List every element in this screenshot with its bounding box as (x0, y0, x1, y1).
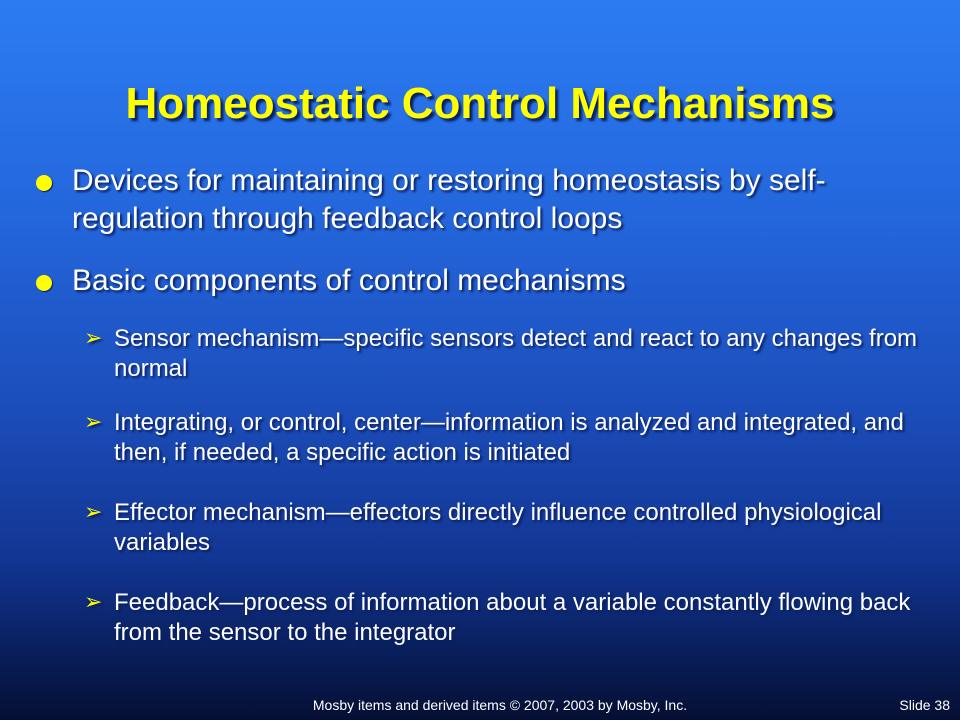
arrowhead-bullet-icon: ➢ (84, 326, 103, 351)
bullet-item-components (72, 262, 892, 300)
slide-title: Homeostatic Control Mechanisms (125, 79, 835, 128)
sub-bullet-integrating (84, 408, 924, 468)
sub-bullet-text: Effector mechanism—effectors directly influence controlled physiological variables (114, 499, 882, 556)
arrowhead-bullet-icon: ➢ (84, 410, 103, 435)
sub-bullet-text: Feedback—process of information about a variable constantly flowing back from the sensor to the integrator (114, 589, 911, 646)
sub-bullet-text: Integrating, or control, center—information is analyzed and integrated, and then, if needed, a specific action is initiated (114, 409, 904, 466)
sub-bullet-effector (84, 498, 924, 558)
arrowhead-bullet-icon: ➢ (84, 590, 103, 615)
sub-bullet-sensor (84, 324, 924, 384)
round-bullet-icon (36, 175, 52, 191)
bullet-text: Basic components of control mechanisms (72, 264, 626, 297)
copyright-notice: Mosby items and derived items © 2007, 2003 by Mosby, Inc. (312, 697, 688, 713)
bullet-text: Devices for maintaining or restoring homeostasis by self-regulation through feedback control loops (72, 164, 826, 235)
arrowhead-bullet-icon: ➢ (84, 500, 103, 525)
sub-bullet-feedback (84, 588, 924, 648)
bullet-item-devices (72, 162, 892, 238)
slide-number: Slide 38 (899, 697, 950, 713)
sub-bullet-text: Sensor mechanism—specific sensors detect and react to any changes from normal (114, 325, 918, 382)
slide-footer (0, 694, 960, 716)
round-bullet-icon (36, 275, 52, 291)
